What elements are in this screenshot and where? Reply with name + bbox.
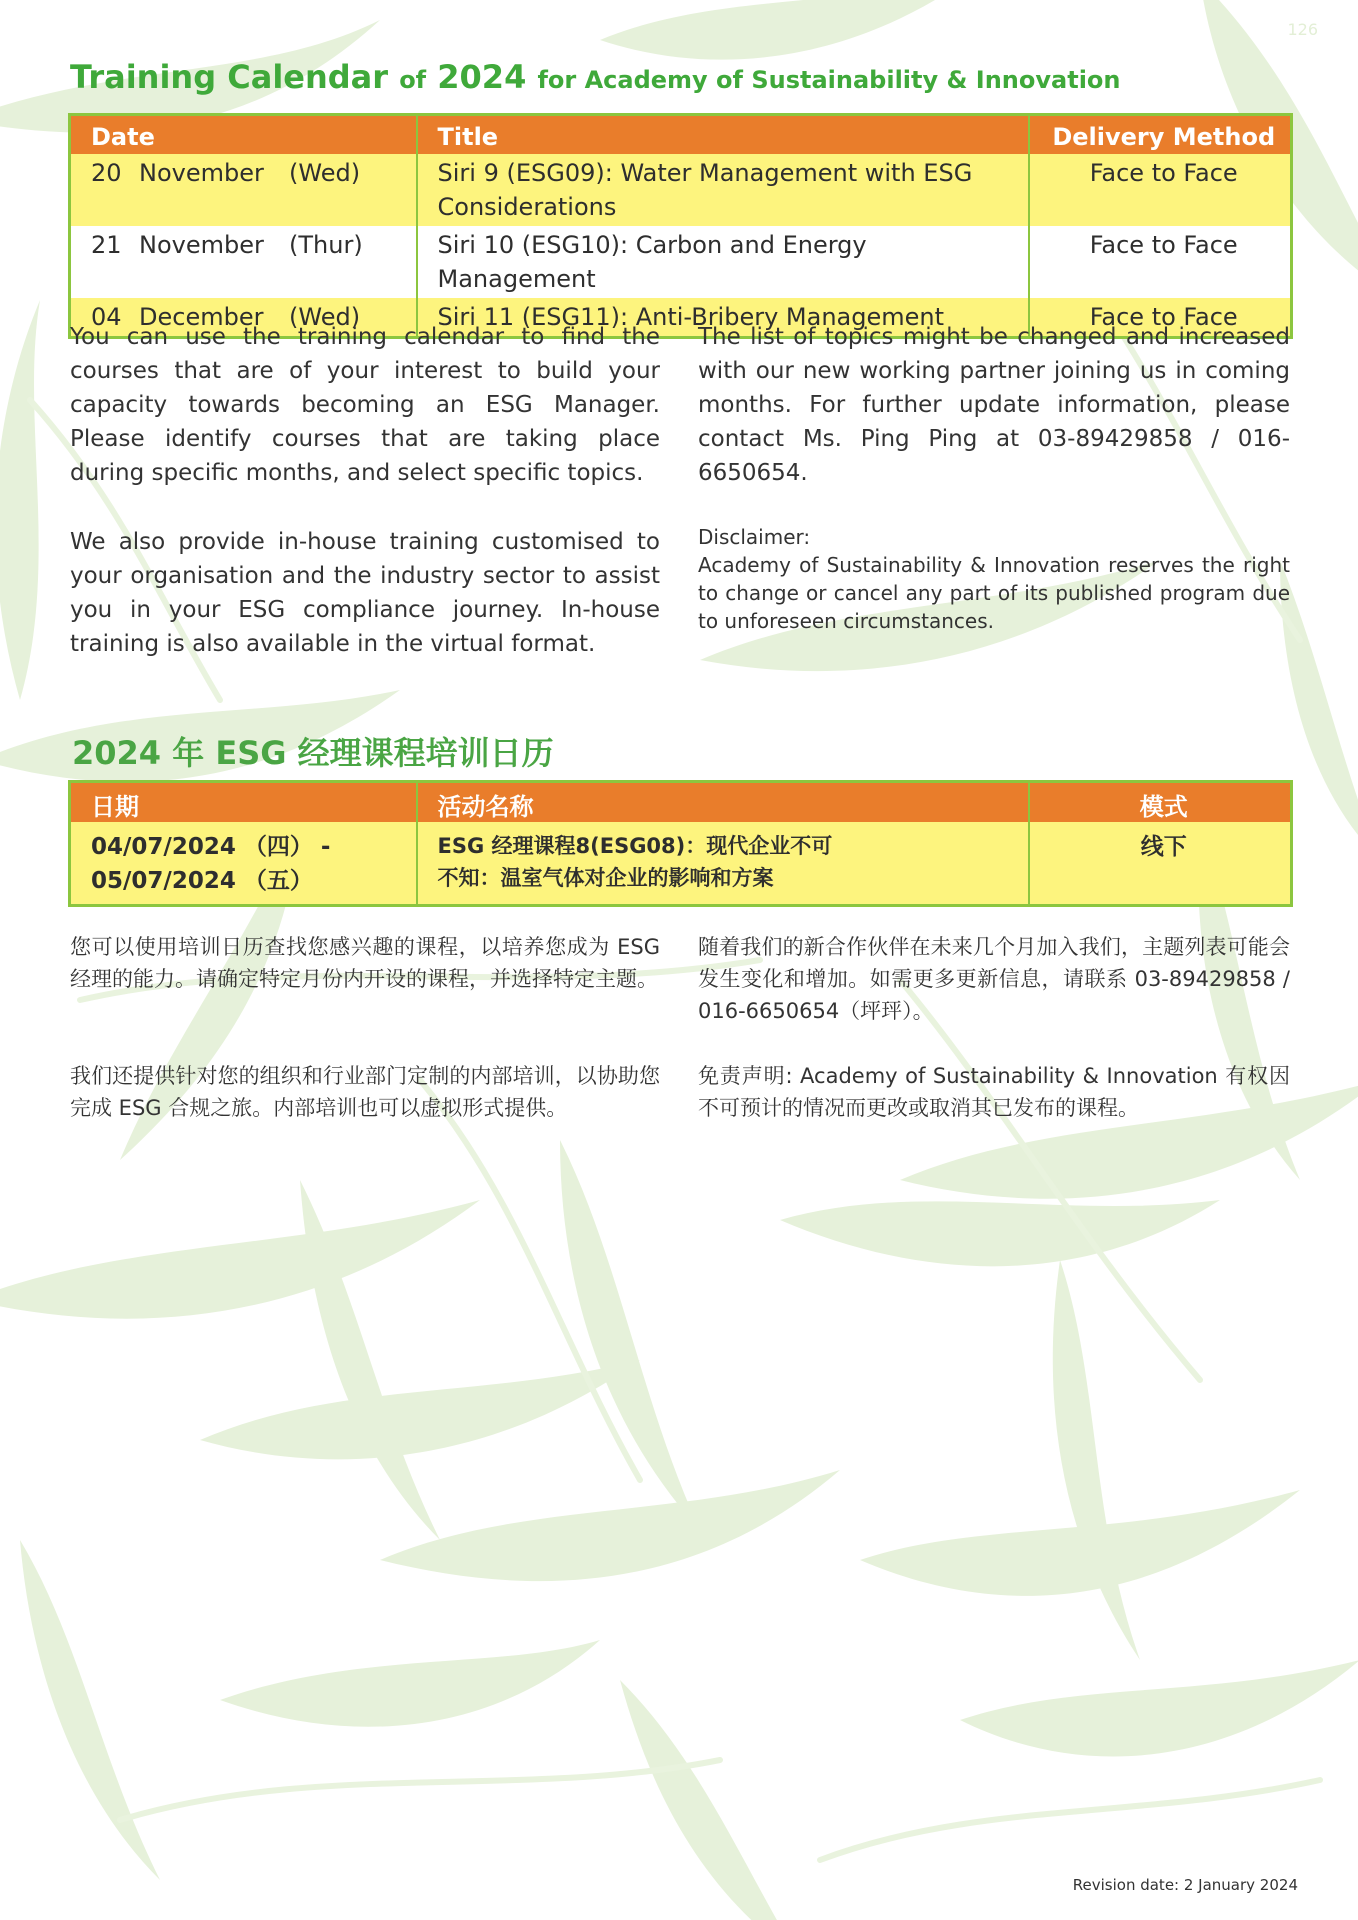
course-title-cell bbox=[417, 822, 1029, 906]
chinese-inhouse-paragraph: 我们还提供针对您的组织和行业部门定制的内部培训，以协助您完成 ESG 合规之旅。内部培训也可以虚拟形式提供。 bbox=[70, 1064, 660, 1120]
date-day: 20 bbox=[91, 159, 122, 187]
course-title-cell: Siri 11 (ESG11): Anti-Bribery Management bbox=[417, 298, 1029, 338]
title-of: of bbox=[399, 66, 427, 94]
date-cell bbox=[70, 822, 417, 906]
date-weekday: (Thur) bbox=[289, 231, 363, 259]
training-calendar-table bbox=[68, 113, 1293, 339]
course-title-line: ESG 经理课程8(ESG08)：现代企业不可 bbox=[437, 834, 833, 858]
column-header-date: 日期 bbox=[70, 782, 417, 823]
title-main: Training Calendar bbox=[70, 58, 389, 96]
column-header-delivery-method: Delivery Method bbox=[1029, 115, 1292, 155]
chinese-topics-update-paragraph: 随着我们的新合作伙伴在未来几个月加入我们，主题列表可能会发生变化和增加。如需更多更新信息，请联系 03-89429858 / 016-6650654（坪玶）。 bbox=[698, 935, 1290, 1023]
chinese-section-title: 2024 年 ESG 经理课程培训日历 bbox=[72, 734, 554, 772]
column-header-title: 活动名称 bbox=[417, 782, 1029, 823]
title-year: 2024 bbox=[437, 58, 527, 96]
table-row bbox=[70, 822, 1292, 906]
disclaimer-label: Disclaimer: bbox=[698, 525, 811, 549]
delivery-method-cell: Face to Face bbox=[1029, 154, 1292, 226]
date-month: November bbox=[139, 159, 264, 187]
intro-paragraph: You can use the training calendar to find the courses that are of your interest to build your capacity towards becoming an ESG Manager. Please identify courses that are taking place during specific months, and select specific topics. bbox=[70, 324, 660, 486]
course-title-cell: Siri 9 (ESG09): Water Management with ESG Considerations bbox=[417, 154, 1029, 226]
title-org: for Academy of Sustainability & Innovation bbox=[537, 66, 1121, 94]
disclaimer-text: Academy of Sustainability & Innovation reserves the right to change or cancel any part of its published program due to unforeseen circumstances. bbox=[698, 553, 1290, 633]
delivery-method-cell: Face to Face bbox=[1029, 298, 1292, 338]
date-cell bbox=[70, 226, 417, 298]
table-header-row bbox=[70, 115, 1292, 155]
date-start: 04/07/2024 （四） - bbox=[91, 834, 331, 860]
column-header-date: Date bbox=[70, 115, 417, 155]
delivery-method-cell: 线下 bbox=[1029, 822, 1292, 906]
date-day: 21 bbox=[91, 231, 122, 259]
date-end: 05/07/2024 （五） bbox=[91, 868, 313, 894]
chinese-intro-paragraph: 您可以使用培训日历查找您感兴趣的课程，以培养您成为 ESG 经理的能力。请确定特定月份内开设的课程，并选择特定主题。 bbox=[70, 935, 660, 991]
column-header-method: 模式 bbox=[1029, 782, 1292, 823]
column-header-title: Title bbox=[417, 115, 1029, 155]
delivery-method-cell: Face to Face bbox=[1029, 226, 1292, 298]
page-number: 126 bbox=[1287, 20, 1318, 39]
page-title bbox=[70, 58, 1121, 96]
date-day: 04 bbox=[91, 303, 122, 331]
course-title-line: 不知：温室气体对企业的影响和方案 bbox=[437, 866, 774, 890]
chinese-disclaimer-paragraph: 免责声明: Academy of Sustainability & Innovation 有权因不可预计的情况而更改或取消其已发布的课程。 bbox=[698, 1064, 1290, 1120]
date-month: December bbox=[139, 303, 264, 331]
revision-date: Revision date: 2 January 2024 bbox=[1072, 1876, 1298, 1894]
date-weekday: (Wed) bbox=[289, 303, 361, 331]
chinese-training-calendar-table bbox=[68, 780, 1293, 907]
date-cell bbox=[70, 154, 417, 226]
date-month: November bbox=[139, 231, 264, 259]
table-header-row bbox=[70, 782, 1292, 823]
course-title-cell: Siri 10 (ESG10): Carbon and Energy Management bbox=[417, 226, 1029, 298]
date-weekday: (Wed) bbox=[289, 159, 361, 187]
table-row bbox=[70, 154, 1292, 226]
table-row bbox=[70, 226, 1292, 298]
topics-update-paragraph: The list of topics might be changed and increased with our new working partner joining us in coming months. For further update information, please contact Ms. Ping Ping at 03-89429858 / 016-6650654. bbox=[698, 324, 1290, 486]
inhouse-paragraph: We also provide in-house training customised to your organisation and the industry sector to assist you in your ESG compliance journey. In-house training is also available in the virtual format. bbox=[70, 529, 660, 657]
